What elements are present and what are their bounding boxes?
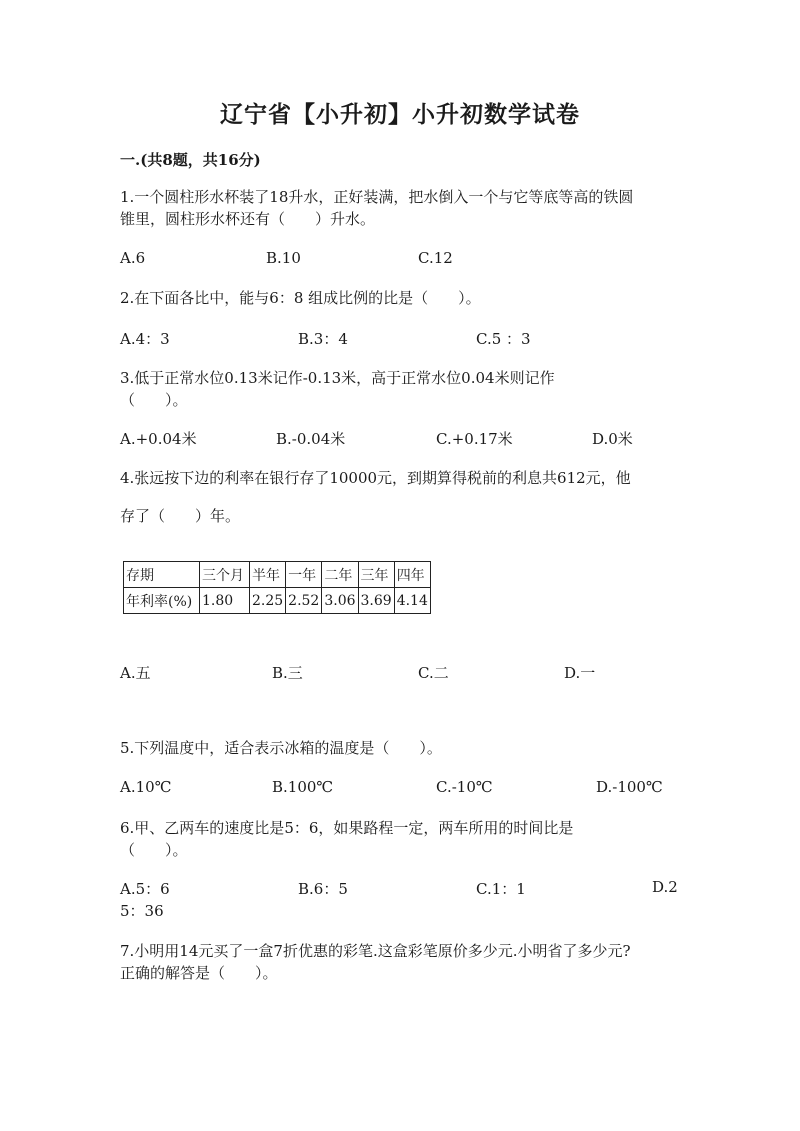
q1-option-c[interactable]: C.12 — [418, 249, 453, 267]
q3-option-c[interactable]: C.+0.17米 — [436, 430, 513, 448]
table-cell: 三年 — [358, 562, 394, 588]
q2-option-b[interactable]: B.3：4 — [298, 330, 348, 348]
q6-option-d[interactable]: D.2 — [652, 878, 678, 896]
question-1-line-2: 锥里，圆柱形水杯还有（ ）升水。 — [120, 210, 376, 228]
q1-option-b[interactable]: B.10 — [266, 249, 301, 267]
table-cell: 年利率(%) — [124, 588, 200, 614]
question-6-line-1: 6.甲、乙两车的速度比是5：6，如果路程一定，两车所用的时间比是 — [120, 819, 574, 837]
question-3-line-1: 3.低于正常水位0.13米记作-0.13米，高于正常水位0.04米则记作 — [120, 369, 555, 387]
q2-option-c[interactable]: C.5 ：3 — [476, 330, 531, 348]
question-6-line-2: （ ）。 — [120, 841, 188, 859]
q3-option-b[interactable]: B.-0.04米 — [276, 430, 346, 448]
q4-option-a[interactable]: A.五 — [120, 664, 151, 682]
table-cell: 一年 — [286, 562, 322, 588]
q6-option-c[interactable]: C.1：1 — [476, 880, 526, 898]
table-cell: 3.06 — [322, 588, 358, 614]
question-4-line-1: 4.张远按下边的利率在银行存了10000元，到期算得税前的利息共612元，他 — [120, 469, 631, 487]
q5-option-d[interactable]: D.-100℃ — [596, 778, 663, 796]
section-heading: 一.(共8题，共16分) — [120, 151, 261, 169]
table-cell: 4.14 — [394, 588, 430, 614]
question-7-line-1: 7.小明用14元买了一盒7折优惠的彩笔.这盒彩笔原价多少元.小明省了多少元? — [120, 942, 631, 960]
q6-option-d-continued: 5：36 — [120, 902, 164, 920]
table-cell: 1.80 — [200, 588, 250, 614]
q3-option-a[interactable]: A.+0.04米 — [120, 430, 197, 448]
table-cell: 3.69 — [358, 588, 394, 614]
table-cell: 存期 — [124, 562, 200, 588]
exam-title: 辽宁省【小升初】小升初数学试卷 — [220, 101, 580, 128]
table-row — [124, 588, 431, 614]
question-3-line-2: （ ）。 — [120, 391, 188, 409]
question-7-line-2: 正确的解答是（ ）。 — [120, 964, 278, 982]
table-cell: 二年 — [322, 562, 358, 588]
table-cell: 三个月 — [200, 562, 250, 588]
table-row — [124, 562, 431, 588]
question-4-line-2: 存了（ ）年。 — [120, 507, 241, 525]
question-1-line-1: 1.一个圆柱形水杯装了18升水，正好装满，把水倒入一个与它等底等高的铁圆 — [120, 188, 634, 206]
interest-rate-table — [123, 561, 431, 614]
q4-option-b[interactable]: B.三 — [272, 664, 303, 682]
table-cell: 半年 — [250, 562, 286, 588]
q4-option-d[interactable]: D.一 — [564, 664, 596, 682]
q5-option-c[interactable]: C.-10℃ — [436, 778, 493, 796]
q3-option-d[interactable]: D.0米 — [592, 430, 633, 448]
q1-option-a[interactable]: A.6 — [120, 249, 146, 267]
table-cell: 四年 — [394, 562, 430, 588]
q5-option-a[interactable]: A.10℃ — [120, 778, 172, 796]
q4-option-c[interactable]: C.二 — [418, 664, 449, 682]
question-5-line-1: 5.下列温度中，适合表示冰箱的温度是（ ）。 — [120, 739, 442, 757]
q2-option-a[interactable]: A.4：3 — [120, 330, 170, 348]
table-cell: 2.25 — [250, 588, 286, 614]
question-2-line-1: 2.在下面各比中，能与6：8 组成比例的比是（ ）。 — [120, 289, 481, 307]
table-cell: 2.52 — [286, 588, 322, 614]
q6-option-b[interactable]: B.6：5 — [298, 880, 348, 898]
q6-option-a[interactable]: A.5：6 — [120, 880, 170, 898]
q5-option-b[interactable]: B.100℃ — [272, 778, 334, 796]
